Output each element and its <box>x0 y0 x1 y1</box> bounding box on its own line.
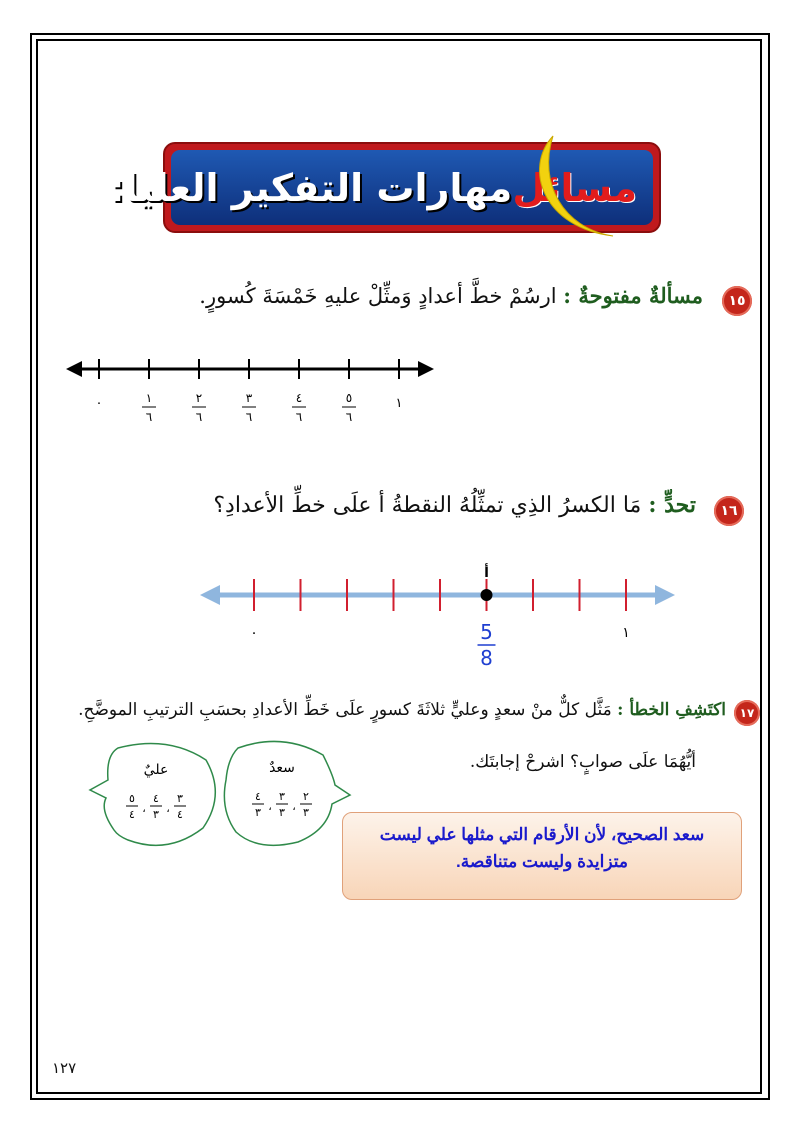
q16-left-arrow-icon <box>200 585 220 605</box>
saad-separator: ، <box>268 800 272 813</box>
ali-separator: ، <box>166 802 170 815</box>
saad-fraction-denominator: ٣ <box>279 806 285 819</box>
speech-bubbles <box>88 740 358 855</box>
q16-text: مَا الكسرُ الذِي تمثِّلُهُ النقطةُ أ علَى خطِّ الأعدادِ؟ <box>213 493 642 518</box>
page-number: ١٢٧ <box>52 1059 77 1077</box>
ali-fraction-numerator: ٥ <box>129 792 135 805</box>
answer-box <box>342 812 742 900</box>
saad-bubble <box>224 741 350 845</box>
saad-fraction-denominator: ٣ <box>255 806 261 819</box>
question-number-15: ١٥ <box>722 286 752 316</box>
q15-fraction-numerator: ٤ <box>295 391 303 405</box>
point-a-marker <box>481 589 493 601</box>
q15-left-arrow-icon <box>66 361 82 377</box>
q16-zero-label: ٠ <box>250 625 258 641</box>
saad-fraction-denominator: ٣ <box>303 806 309 819</box>
q17-label: اكتَشِفِ الخطأ : <box>617 700 726 720</box>
q17-text-line-1 <box>78 700 726 720</box>
ali-separator: ، <box>142 802 146 815</box>
q16-one-label: ١ <box>622 625 630 641</box>
q15-fraction-denominator: ٦ <box>145 410 153 424</box>
q15-zero-label: ٠ <box>95 396 103 411</box>
q16-text-line <box>213 492 696 518</box>
q16-right-arrow-icon <box>655 585 675 605</box>
question-number-16: ١٦ <box>714 496 744 526</box>
title-part-white: مهارات التفكير العليا: <box>109 165 513 210</box>
crescent-icon <box>533 128 623 248</box>
saad-fraction-numerator: ٣ <box>279 790 285 803</box>
saad-fraction-numerator: ٢ <box>303 790 309 803</box>
q15-text: ارسُمْ خطَّ أعدادٍ وَمثِّلْ عليهِ خَمْسَةَ كُسورٍ. <box>199 284 557 308</box>
q15-right-arrow-icon <box>418 361 434 377</box>
ali-name: عليٌ <box>143 762 169 778</box>
q17-text-2: أيُّهُمَا علَى صوابٍ؟ اشرحْ إجابتَك. <box>469 752 696 772</box>
q15-fraction-denominator: ٦ <box>295 410 303 424</box>
q16-label: تحدٍّ : <box>648 492 696 518</box>
q15-number-line <box>60 350 440 440</box>
q15-fraction-numerator: ٣ <box>245 391 253 405</box>
q16-number-line <box>190 555 690 680</box>
ali-fraction-numerator: ٣ <box>177 792 183 805</box>
answer-fraction-numerator: 5 <box>480 620 493 644</box>
q15-fraction-denominator: ٦ <box>195 410 203 424</box>
answer-fraction-denominator: 8 <box>480 646 493 670</box>
ali-fraction-denominator: ٤ <box>177 808 183 821</box>
q15-fraction-denominator: ٦ <box>245 410 253 424</box>
ali-fraction-numerator: ٤ <box>153 792 159 805</box>
ali-fraction-denominator: ٣ <box>153 808 159 821</box>
q17-text-1: مَثَّل كلٌّ منْ سعدٍ وعليٍّ ثلاثَةَ كسورٍ علَى خَطِّ الأعدادِ بحسَبِ الترتيبِ الموضَّحِ. <box>78 700 612 720</box>
q15-fraction-numerator: ١ <box>145 391 153 405</box>
q15-one-label: ١ <box>395 396 403 411</box>
question-number-17: ١٧ <box>734 700 760 726</box>
saad-name: سعدٌ <box>269 760 295 776</box>
ali-fraction-denominator: ٤ <box>129 808 135 821</box>
answer-line-2: متزايدة وليست متناقصة. <box>456 852 628 871</box>
q15-fraction-numerator: ٢ <box>195 391 203 405</box>
title-part-red: مسائل <box>512 165 637 210</box>
saad-separator: ، <box>292 800 296 813</box>
saad-fraction-numerator: ٤ <box>255 790 261 803</box>
q15-fraction-numerator: ٥ <box>345 391 353 405</box>
point-a-label: أ <box>484 565 489 581</box>
q15-label: مسألةٌ مفتوحةٌ : <box>563 283 703 308</box>
q15-text-line <box>199 283 703 308</box>
answer-line-1: سعد الصحيح، لأن الأرقام التي مثلها علي ليست <box>379 825 705 844</box>
q15-fraction-denominator: ٦ <box>345 410 353 424</box>
